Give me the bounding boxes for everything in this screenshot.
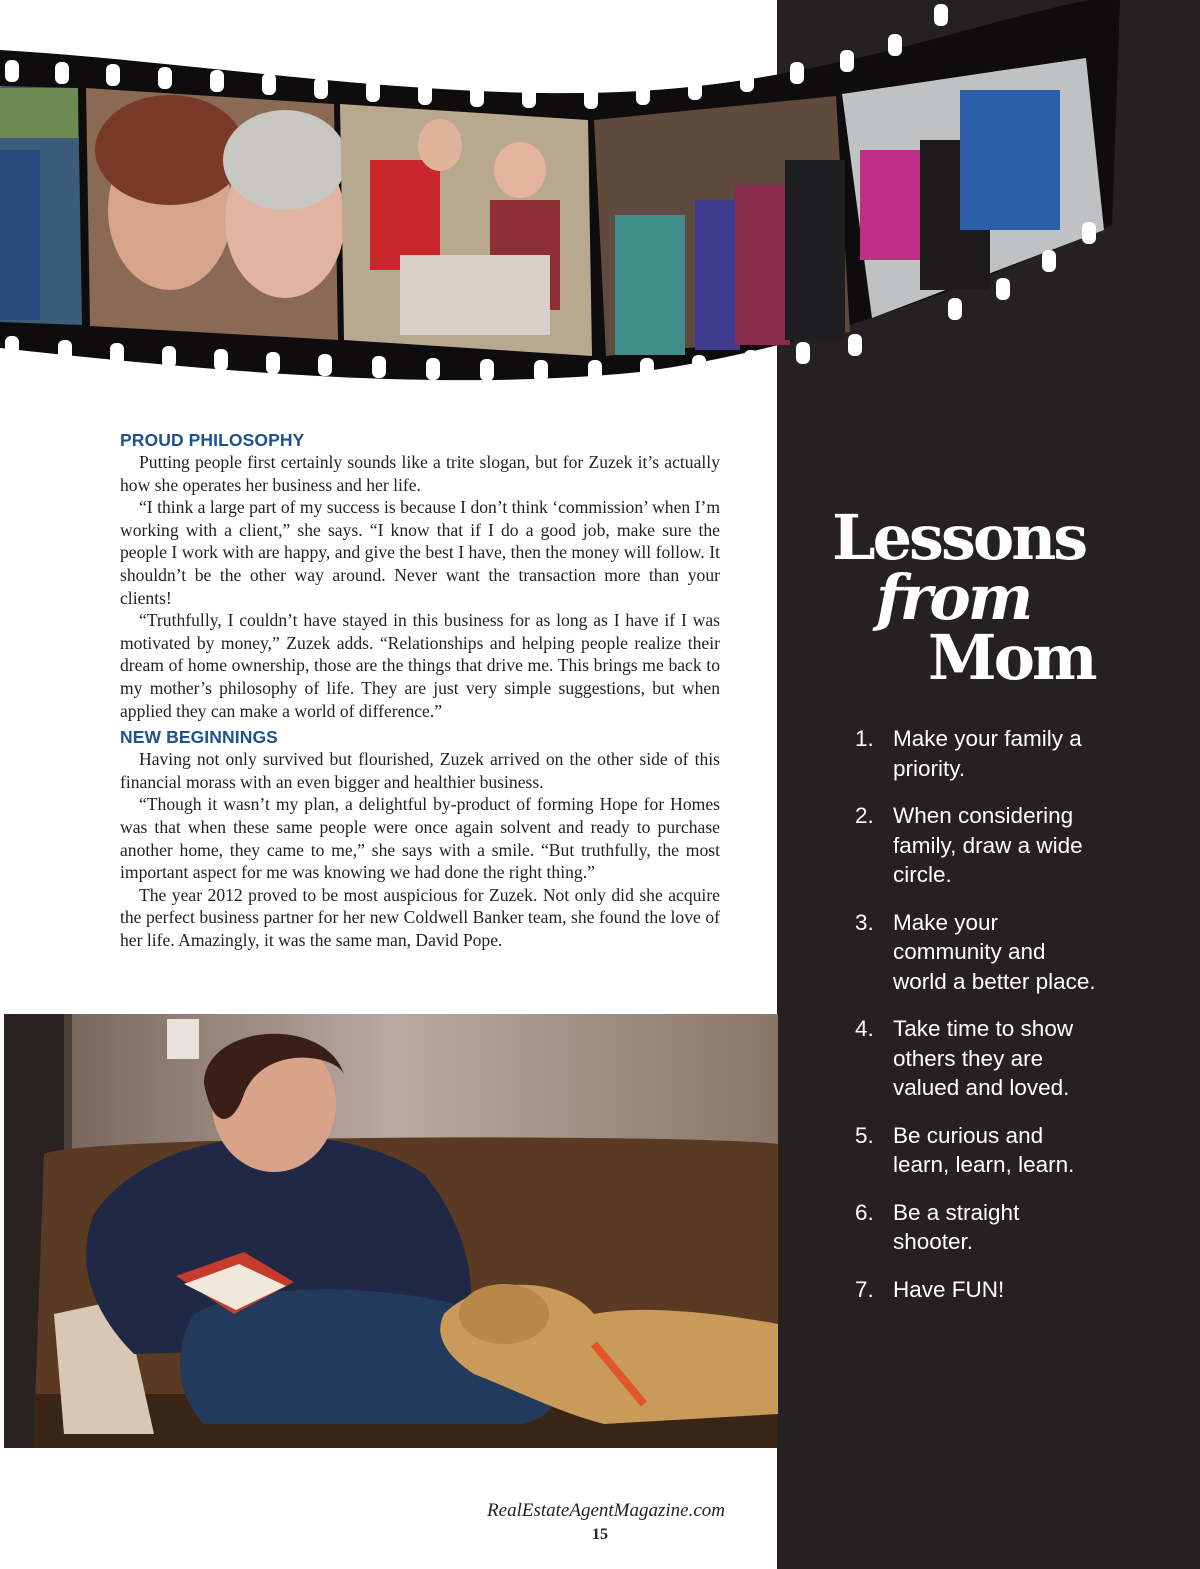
list-number: 6.: [855, 1199, 874, 1225]
list-item: [855, 801, 1105, 890]
list-item: [855, 1198, 1105, 1257]
paragraph: “Truthfully, I couldn’t have stayed in this business for as long as I have if I was motivated by money,” Zuzek adds. “Relationships and helping people realize their dream of home ownership, those are the things that drive me. This brings me back to my mother’s philosophy of life. They are just very simple suggestions, but when applied they can make a world of difference.”: [120, 610, 720, 721]
list-text: Make your community and world a better place.: [893, 909, 1096, 994]
paragraph: Putting people first certainly sounds like a trite slogan, but for Zuzek it’s actually how she operates her business and her life.: [120, 452, 720, 495]
lessons-from-mom-title: [832, 501, 1095, 694]
list-text: Have FUN!: [893, 1276, 1005, 1302]
list-text: Take time to show others they are valued and loved.: [893, 1016, 1074, 1100]
list-number: 3.: [855, 909, 874, 935]
list-text: Make your family a priority.: [893, 726, 1082, 781]
paragraph: “I think a large part of my success is because I don’t think ‘commission’ when I’m working with a client,” she says. “I know that if I do a good job, make sure the people I work with are happy, and give the best I have, then the money will follow. It shouldn’t be the other way around. Never want the transaction more than your clients!: [120, 497, 720, 608]
paragraph: “Though it wasn’t my plan, a delightful by-product of forming Hope for Homes was that when these same people were once again solvent and ready to purchase another home, they came to me,” she says with a smile. “But truthfully, the most important aspect for me was knowing we had done the right thing.”: [120, 794, 720, 883]
title-line-from: from: [876, 561, 1031, 634]
section-heading-proud-philosophy: PROUD PHILOSOPHY: [120, 430, 305, 450]
paragraph: Having not only survived but flourished, Zuzek arrived on the other side of this financial morass with an even bigger and healthier business.: [120, 749, 720, 792]
footer-website: RealEstateAgentMagazine.com: [487, 1500, 725, 1521]
list-item: [855, 908, 1105, 997]
list-item: [855, 724, 1105, 783]
page-number: 15: [592, 1526, 608, 1543]
lessons-list: [855, 724, 1105, 1322]
film-frame-2: [86, 88, 347, 340]
film-frame-3: [340, 104, 592, 356]
title-line-lessons: Lessons: [832, 501, 1086, 574]
woman-reading-with-dog-photo: [4, 1014, 778, 1448]
article-body: [120, 425, 720, 951]
film-frame-4: [594, 96, 850, 356]
list-number: 1.: [855, 726, 874, 751]
title-line-mom: Mom: [928, 621, 1095, 694]
list-number: 2.: [855, 803, 874, 828]
film-frame-5: [842, 58, 1104, 318]
list-item: [855, 1014, 1105, 1103]
list-item: [855, 1275, 1105, 1305]
film-frame-1: [0, 86, 82, 325]
filmstrip-collage: [0, 0, 1200, 400]
paragraph: The year 2012 proved to be most auspicious for Zuzek. Not only did she acquire the perfect business partner for her new Coldwell Banker team, she found the love of her life. Amazingly, it was the same man, David Pope.: [120, 884, 720, 950]
film-strip: [0, 0, 1120, 382]
section-heading-new-beginnings: NEW BEGINNINGS: [120, 727, 278, 748]
list-number: 5.: [855, 1122, 874, 1148]
list-number: 7.: [855, 1276, 874, 1302]
list-item: [855, 1121, 1105, 1180]
list-number: 4.: [855, 1016, 874, 1041]
list-text: Be curious and learn, learn, learn.: [893, 1122, 1075, 1177]
list-text: Be a straight shooter.: [893, 1199, 1020, 1254]
list-text: When considering family, draw a wide circle.: [893, 803, 1083, 887]
